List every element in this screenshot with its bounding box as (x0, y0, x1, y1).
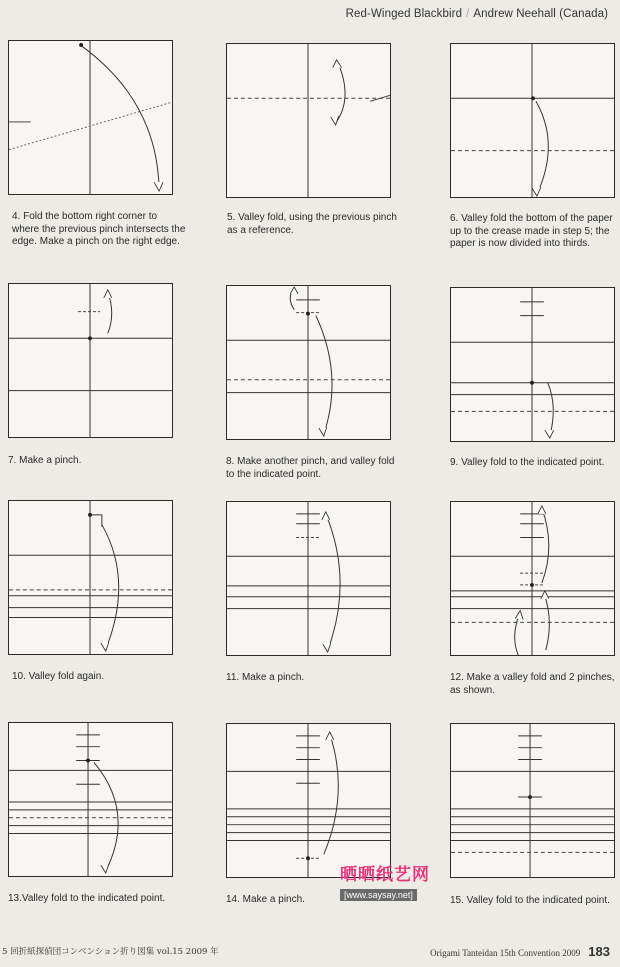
diagram-step-10 (8, 500, 173, 655)
caption-step-13: 13.Valley fold to the indicated point. (8, 893, 166, 904)
diagram-step-9 (450, 287, 615, 442)
footer-convention (430, 944, 610, 959)
diagram-step-11 (226, 501, 391, 656)
header-separator: / (466, 8, 470, 20)
page-number: 183 (588, 944, 610, 959)
caption-step-15: 15. Valley fold to the indicated point. (450, 895, 610, 906)
caption-step-8: 8. Make another pinch, and valley fold to the indicated point. (226, 456, 395, 480)
caption-step-5: 5. Valley fold, using the previous pinch as a reference. (227, 212, 397, 236)
caption-step-4: 4. Fold the bottom right corner to where the previous pinch intersects the edge. Make a pinch on the right edge. (12, 211, 186, 247)
caption-step-6: 6. Valley fold the bottom of the paper up to the crease made in step 5; the paper is now divided into thirds. (450, 213, 613, 249)
diagram-step-13 (8, 722, 173, 877)
caption-step-14: 14. Make a pinch. (226, 894, 305, 905)
model-title: Red-Winged Blackbird (345, 8, 463, 20)
caption-step-9: 9. Valley fold to the indicated point. (450, 457, 605, 468)
diagram-step-6 (450, 43, 615, 198)
footer-publication: 5 回折紙探偵団コンベンション折り図集 vol.15 2009 年 (2, 947, 219, 957)
model-author: Andrew Neehall (Canada) (473, 8, 608, 20)
caption-step-11: 11. Make a pinch. (226, 672, 305, 683)
caption-step-10: 10. Valley fold again. (12, 671, 105, 682)
footer-convention-title: Origami Tanteidan 15th Convention 2009 (430, 948, 581, 958)
diagram-step-8 (226, 285, 391, 440)
caption-step-7: 7. Make a pinch. (8, 455, 82, 466)
diagram-step-5 (226, 43, 391, 198)
watermark-site-name: 晒晒纸艺网 (340, 865, 430, 884)
page-header (346, 8, 608, 20)
diagram-step-14 (226, 723, 391, 878)
caption-step-12: 12. Make a valley fold and 2 pinches, as shown. (450, 672, 615, 696)
diagram-step-4 (8, 40, 173, 195)
diagram-step-12 (450, 501, 615, 656)
watermark-url: [www.saysay.net] (340, 889, 417, 901)
diagram-step-7 (8, 283, 173, 438)
diagram-step-15 (450, 723, 615, 878)
site-watermark (340, 860, 430, 903)
